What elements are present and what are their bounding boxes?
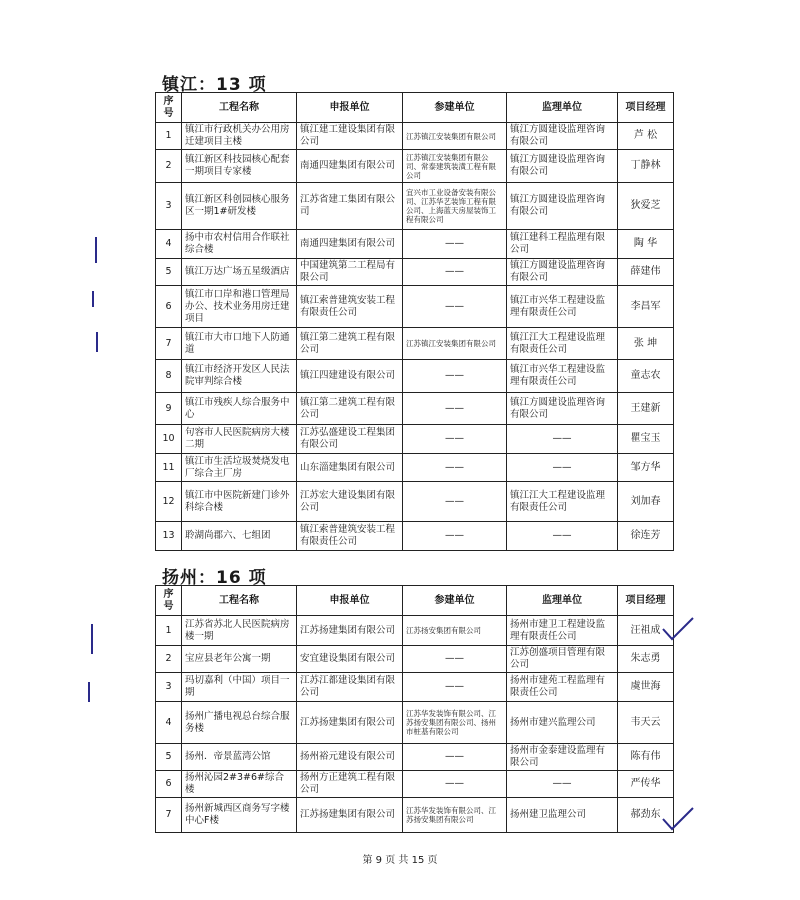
header-applicant: 申报单位 xyxy=(297,93,403,123)
cell-participant: —— xyxy=(403,360,507,393)
pen-mark xyxy=(96,332,98,352)
table-row xyxy=(156,360,674,393)
table-row xyxy=(156,744,674,771)
table-row xyxy=(156,771,674,798)
cell-participant: 江苏扬安集团有限公司 xyxy=(403,616,507,646)
cell-manager: 狄爱芝 xyxy=(618,183,674,230)
table-row xyxy=(156,259,674,286)
cell-applicant: 江苏扬建集团有限公司 xyxy=(297,798,403,833)
cell-manager: 张 坤 xyxy=(618,328,674,360)
cell-manager: 虞世海 xyxy=(618,673,674,702)
table-row xyxy=(156,328,674,360)
cell-participant: 江苏镇江安装集团有限公司、常泰建筑装潢工程有限公司 xyxy=(403,150,507,183)
cell-manager: 汪祖成 xyxy=(618,616,674,646)
table-row xyxy=(156,616,674,646)
cell-project-name: 镇江新区科技园核心配套一期项目专家楼 xyxy=(182,150,297,183)
cell-seq: 12 xyxy=(156,482,182,522)
page-footer: 第 9 页 共 15 页 xyxy=(362,855,438,866)
cell-project-name: 镇江市行政机关办公用房迁建项目主楼 xyxy=(182,123,297,150)
cell-manager: 韦天云 xyxy=(618,702,674,744)
cell-supervisor: —— xyxy=(507,771,618,798)
cell-project-name: 镇江市大市口地下人防通道 xyxy=(182,328,297,360)
cell-seq: 4 xyxy=(156,230,182,259)
cell-applicant: 山东淄建集团有限公司 xyxy=(297,454,403,482)
cell-seq: 6 xyxy=(156,286,182,328)
cell-project-name: 镇江市口岸和港口管理局办公、技术业务用房迁建项目 xyxy=(182,286,297,328)
yangzhou-table xyxy=(155,585,674,833)
cell-seq: 9 xyxy=(156,393,182,425)
cell-supervisor: 镇江建科工程监理有限公司 xyxy=(507,230,618,259)
cell-applicant: 南通四建集团有限公司 xyxy=(297,150,403,183)
header-supervisor: 监理单位 xyxy=(507,586,618,616)
cell-supervisor: 扬州市金泰建设监理有限公司 xyxy=(507,744,618,771)
cell-applicant: 江苏江都建设集团有限公司 xyxy=(297,673,403,702)
pen-mark xyxy=(92,291,94,307)
cell-participant: 江苏华发装饰有限公司、江苏扬安集团有限公司 xyxy=(403,798,507,833)
cell-participant: —— xyxy=(403,230,507,259)
cell-seq: 11 xyxy=(156,454,182,482)
cell-project-name: 玛切嘉利（中国）项目一期 xyxy=(182,673,297,702)
cell-manager: 童志农 xyxy=(618,360,674,393)
table-row xyxy=(156,798,674,833)
table-row xyxy=(156,286,674,328)
cell-manager: 芦 松 xyxy=(618,123,674,150)
cell-project-name: 聆湖尚郡六、七组团 xyxy=(182,522,297,551)
cell-seq: 7 xyxy=(156,798,182,833)
cell-supervisor: —— xyxy=(507,425,618,454)
cell-supervisor: 扬州市建卫工程建设监理有限责任公司 xyxy=(507,616,618,646)
check-mark-icon xyxy=(660,615,696,645)
table-row xyxy=(156,393,674,425)
cell-applicant: 镇江索普建筑安装工程有限责任公司 xyxy=(297,522,403,551)
cell-seq: 10 xyxy=(156,425,182,454)
cell-seq: 2 xyxy=(156,150,182,183)
cell-manager: 邹方华 xyxy=(618,454,674,482)
table-row xyxy=(156,230,674,259)
cell-participant: 宜兴市工业设备安装有限公司、江苏华艺装饰工程有限公司、上海蓝天房屋装饰工程有限公司 xyxy=(403,183,507,230)
table-row xyxy=(156,150,674,183)
cell-seq: 3 xyxy=(156,183,182,230)
cell-seq: 4 xyxy=(156,702,182,744)
cell-applicant: 江苏弘盛建设工程集团有限公司 xyxy=(297,425,403,454)
cell-manager: 严传华 xyxy=(618,771,674,798)
cell-applicant: 安宜建设集团有限公司 xyxy=(297,646,403,673)
cell-manager: 瞿宝玉 xyxy=(618,425,674,454)
cell-participant: 江苏镇江安装集团有限公司 xyxy=(403,123,507,150)
cell-manager: 陈有伟 xyxy=(618,744,674,771)
cell-applicant: 南通四建集团有限公司 xyxy=(297,230,403,259)
pen-mark xyxy=(91,624,93,654)
table-row xyxy=(156,522,674,551)
cell-seq: 1 xyxy=(156,616,182,646)
cell-participant: —— xyxy=(403,454,507,482)
cell-supervisor: 镇江方圆建设监理咨询有限公司 xyxy=(507,183,618,230)
cell-participant: —— xyxy=(403,522,507,551)
cell-manager: 朱志勇 xyxy=(618,646,674,673)
cell-seq: 13 xyxy=(156,522,182,551)
cell-seq: 8 xyxy=(156,360,182,393)
section-title-zhenjiang: 镇江：13 项 xyxy=(162,75,267,95)
cell-project-name: 扬中市农村信用合作联社综合楼 xyxy=(182,230,297,259)
pen-mark xyxy=(88,682,90,702)
cell-project-name: 镇江市经济开发区人民法院审判综合楼 xyxy=(182,360,297,393)
cell-applicant: 镇江四建建设有限公司 xyxy=(297,360,403,393)
cell-applicant: 江苏省建工集团有限公司 xyxy=(297,183,403,230)
cell-supervisor: 镇江方圆建设监理咨询有限公司 xyxy=(507,393,618,425)
header-seq: 序号 xyxy=(156,586,182,616)
cell-project-name: 扬州广播电视总台综合服务楼 xyxy=(182,702,297,744)
table-row xyxy=(156,702,674,744)
zhenjiang-table xyxy=(155,92,674,551)
header-manager: 项目经理 xyxy=(618,586,674,616)
table-row xyxy=(156,646,674,673)
cell-manager: 刘加春 xyxy=(618,482,674,522)
cell-project-name: 宝应县老年公寓一期 xyxy=(182,646,297,673)
cell-seq: 3 xyxy=(156,673,182,702)
cell-seq: 1 xyxy=(156,123,182,150)
cell-project-name: 镇江市生活垃圾焚烧发电厂综合主厂房 xyxy=(182,454,297,482)
cell-applicant: 镇江第二建筑工程有限公司 xyxy=(297,393,403,425)
header-applicant: 申报单位 xyxy=(297,586,403,616)
table-row xyxy=(156,482,674,522)
cell-manager: 王建新 xyxy=(618,393,674,425)
cell-project-name: 镇江万达广场五星级酒店 xyxy=(182,259,297,286)
cell-participant: —— xyxy=(403,393,507,425)
cell-seq: 5 xyxy=(156,259,182,286)
cell-applicant: 扬州方正建筑工程有限公司 xyxy=(297,771,403,798)
table-row xyxy=(156,183,674,230)
cell-applicant: 镇江索普建筑安装工程有限责任公司 xyxy=(297,286,403,328)
header-participant: 参建单位 xyxy=(403,586,507,616)
cell-project-name: 句容市人民医院病房大楼二期 xyxy=(182,425,297,454)
cell-project-name: 扬州沁园2#3#6#综合楼 xyxy=(182,771,297,798)
cell-manager: 郝劲东 xyxy=(618,798,674,833)
pen-mark xyxy=(95,237,97,263)
cell-applicant: 江苏扬建集团有限公司 xyxy=(297,702,403,744)
cell-supervisor: 镇江方圆建设监理咨询有限公司 xyxy=(507,150,618,183)
cell-seq: 2 xyxy=(156,646,182,673)
cell-project-name: 扬州．帝景蓝湾公馆 xyxy=(182,744,297,771)
cell-project-name: 镇江市残疾人综合服务中心 xyxy=(182,393,297,425)
cell-participant: —— xyxy=(403,744,507,771)
cell-supervisor: —— xyxy=(507,454,618,482)
section-title-yangzhou: 扬州：16 项 xyxy=(162,568,267,588)
table-row xyxy=(156,673,674,702)
header-project-name: 工程名称 xyxy=(182,93,297,123)
cell-seq: 6 xyxy=(156,771,182,798)
cell-manager: 薛建伟 xyxy=(618,259,674,286)
cell-supervisor: 扬州市建兴监理公司 xyxy=(507,702,618,744)
cell-manager: 陶 华 xyxy=(618,230,674,259)
check-mark-icon xyxy=(660,805,696,835)
header-supervisor: 监理单位 xyxy=(507,93,618,123)
cell-supervisor: 扬州建卫监理公司 xyxy=(507,798,618,833)
cell-participant: 江苏华发装饰有限公司、江苏扬安集团有限公司、扬州市桩基有限公司 xyxy=(403,702,507,744)
cell-participant: —— xyxy=(403,673,507,702)
cell-supervisor: 镇江方圆建设监理咨询有限公司 xyxy=(507,123,618,150)
cell-supervisor: 镇江江大工程建设监理有限责任公司 xyxy=(507,328,618,360)
cell-supervisor: 镇江市兴华工程建设监理有限责任公司 xyxy=(507,360,618,393)
cell-project-name: 扬州新城西区商务写字楼中心F楼 xyxy=(182,798,297,833)
header-manager: 项目经理 xyxy=(618,93,674,123)
cell-manager: 丁静林 xyxy=(618,150,674,183)
cell-supervisor: 镇江方圆建设监理咨询有限公司 xyxy=(507,259,618,286)
cell-seq: 7 xyxy=(156,328,182,360)
cell-applicant: 扬州裕元建设有限公司 xyxy=(297,744,403,771)
cell-project-name: 镇江新区科创园核心服务区一期1#研发楼 xyxy=(182,183,297,230)
cell-supervisor: 扬州市建苑工程监理有限责任公司 xyxy=(507,673,618,702)
header-seq: 序号 xyxy=(156,93,182,123)
cell-seq: 5 xyxy=(156,744,182,771)
cell-participant: 江苏镇江安装集团有限公司 xyxy=(403,328,507,360)
cell-applicant: 江苏宏大建设集团有限公司 xyxy=(297,482,403,522)
cell-manager: 徐连芳 xyxy=(618,522,674,551)
cell-participant: —— xyxy=(403,482,507,522)
cell-project-name: 镇江市中医院新建门诊外科综合楼 xyxy=(182,482,297,522)
cell-applicant: 镇江第二建筑工程有限公司 xyxy=(297,328,403,360)
cell-participant: —— xyxy=(403,646,507,673)
cell-applicant: 中国建筑第二工程局有限公司 xyxy=(297,259,403,286)
table-row xyxy=(156,454,674,482)
cell-participant: —— xyxy=(403,259,507,286)
cell-supervisor: —— xyxy=(507,522,618,551)
cell-applicant: 江苏扬建集团有限公司 xyxy=(297,616,403,646)
cell-manager: 李昌军 xyxy=(618,286,674,328)
cell-project-name: 江苏省苏北人民医院病房楼一期 xyxy=(182,616,297,646)
header-participant: 参建单位 xyxy=(403,93,507,123)
header-project-name: 工程名称 xyxy=(182,586,297,616)
cell-applicant: 镇江建工建设集团有限公司 xyxy=(297,123,403,150)
cell-participant: —— xyxy=(403,286,507,328)
table-row xyxy=(156,123,674,150)
cell-supervisor: 镇江江大工程建设监理有限责任公司 xyxy=(507,482,618,522)
cell-participant: —— xyxy=(403,771,507,798)
table-row xyxy=(156,425,674,454)
cell-supervisor: 镇江市兴华工程建设监理有限责任公司 xyxy=(507,286,618,328)
cell-participant: —— xyxy=(403,425,507,454)
cell-supervisor: 江苏创盛项目管理有限公司 xyxy=(507,646,618,673)
